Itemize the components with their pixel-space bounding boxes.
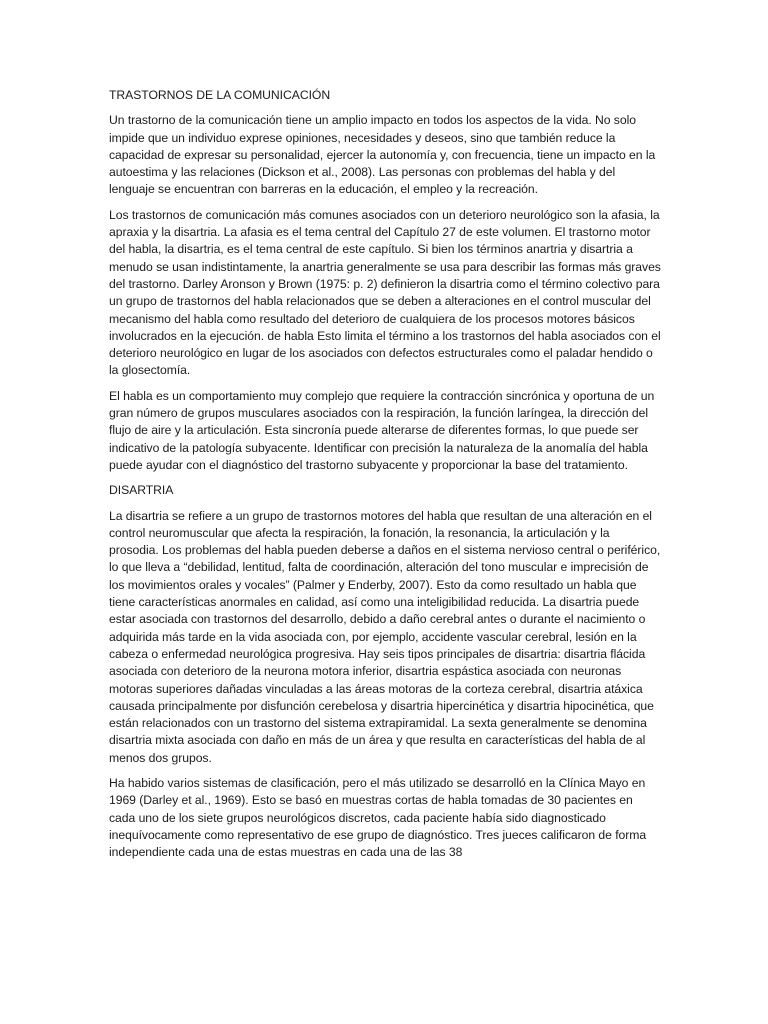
document-body	[109, 87, 662, 869]
paragraph-3: El habla es un comportamiento muy complejo que requiere la contracción sincrónica y oportuna de un gran número de grupos musculares asociados con la respiración, la función laríngea, la dirección del flujo de aire y la articulación. Esta sincronía puede alterarse de diferentes formas, lo que puede ser indicativo de la patología subyacente. Identificar con precisión la naturaleza de la anomalía del habla puede ayudar con el diagnóstico del trastorno subyacente y proporcionar la base del tratamiento.	[109, 388, 655, 472]
paragraph-2: Los trastornos de comunicación más comunes asociados con un deterioro neurológico son la afasia, la apraxia y la disartria. La afasia es el tema central del Capítulo 27 de este volumen. El trastorno motor del habla, la disartria, es el tema central de este capítulo. Si bien los términos anartria y disartria a menudo se usan indistintamente, la anartria generalmente se usa para describir las formas más graves del trastorno. Darley Aronson y Brown (1975: p. 2) definieron la disartria como el término colectivo para un grupo de trastornos del habla relacionados que se deben a alteraciones en el control muscular del mecanismo del habla como resultado del deterioro de cualquiera de los procesos motores básicos involucrados en la ejecución. de habla Esto limita el término a los trastornos del habla asociados con el deterioro neurológico en lugar de los asociados con defectos estructurales como el paladar hendido o la glosectomía.	[109, 207, 661, 378]
paragraph-4: La disartria se refiere a un grupo de trastornos motores del habla que resultan de una alteración en el control neuromuscular que afecta la respiración, la fonación, la resonancia, la articulación y la prosodia. Los problemas del habla pueden deberse a daños en el sistema nervioso central o periférico, lo que lleva a “debilidad, lentitud, falta de coordinación, alteración del tono muscular e imprecisión de los movimientos orales y vocales” (Palmer y Enderby, 2007). Esto da como resultado un habla que tiene características anormales en calidad, así como una inteligibilidad reducida. La disartria puede estar asociada con trastornos del desarrollo, debido a daño cerebral antes o durante el nacimiento o adquirida más tarde en la vida asociada con, por ejemplo, accidente vascular cerebral, lesión en la cabeza o enfermedad neurológica progresiva. Hay seis tipos principales de disartria: disartria flácida asociada con deterioro de la neurona motora inferior, disartria espástica asociada con neuronas motoras superiores dañadas vinculadas a las áreas motoras de la corteza cerebral, disartria atáxica causada principalmente por disfunción cerebelosa y disartria hipercinética y disartria hipocinética, que están relacionados con un trastorno del sistema extrapiramidal. La sexta generalmente se denomina disartria mixta asociada con daño en más de un área y que resulta en características del habla de al menos dos grupos.	[109, 508, 661, 765]
paragraph-5: Ha habido varios sistemas de clasificación, pero el más utilizado se desarrolló en la Clínica Mayo en 1969 (Darley et al., 1969). Esto se basó en muestras cortas de habla tomadas de 30 pacientes en cada uno de los siete grupos neurológicos discretos, cada paciente había sido diagnosticado inequívocamente como representativo de ese grupo de diagnóstico. Tres jueces calificaron de forma independiente cada una de estas muestras en cada una de las 38	[109, 775, 647, 860]
section-heading-disartria: DISARTRIA	[109, 483, 174, 498]
section-heading-trastornos: TRASTORNOS DE LA COMUNICACIÓN	[109, 88, 331, 102]
paragraph-1: Un trastorno de la comunicación tiene un amplio impacto en todos los aspectos de la vida. No solo impide que un individuo exprese opiniones, necesidades y deseos, sino que también reduce la capacidad de expresar su personalidad, ejercer la autonomía y, con frecuencia, tiene un impacto en la autoestima y las relaciones (Dickson et al., 2008). Las personas con problemas del habla y del lenguaje se encuentran con barreras en la educación, el empleo y la recreación.	[109, 113, 656, 197]
